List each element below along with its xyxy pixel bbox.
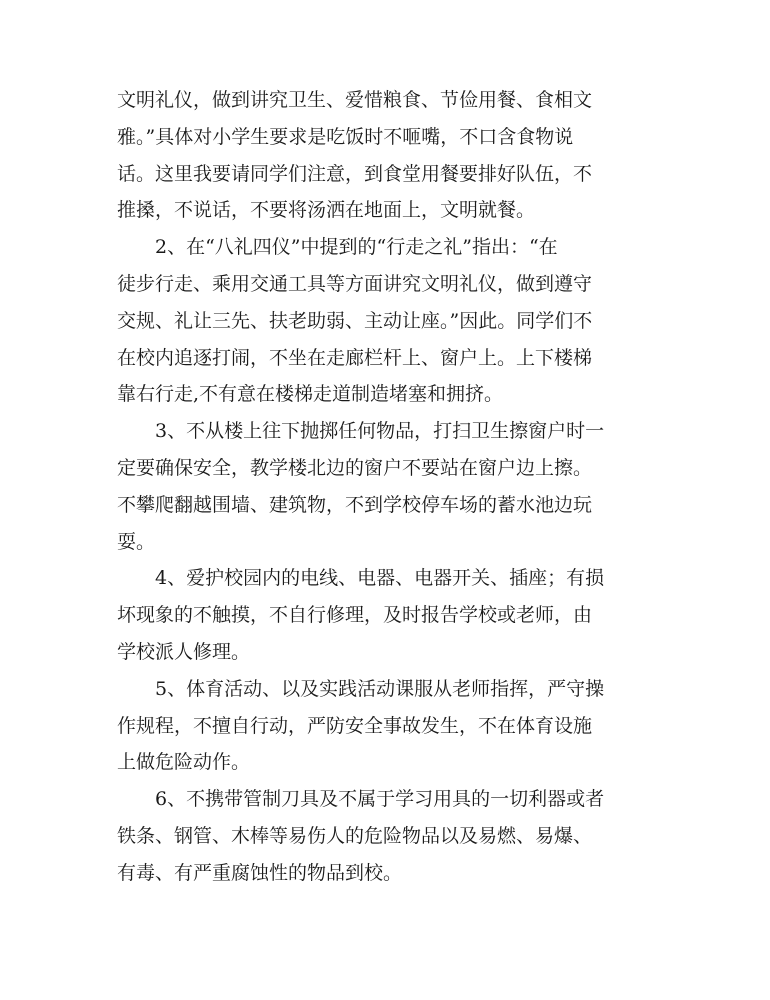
text-line: 6、不携带管制刀具及不属于学习用具的一切利器或者 bbox=[155, 788, 605, 811]
text-line: 作规程，不擅自行动，严防安全事故发生，不在体育设施 bbox=[117, 714, 593, 737]
text-line: 耍。 bbox=[117, 530, 156, 553]
text-line: 不攀爬翻越围墙、建筑物，不到学校停车场的蓄水池边玩 bbox=[117, 493, 593, 516]
text-line: 靠右行走,不有意在楼梯走道制造堵塞和拥挤。 bbox=[117, 383, 504, 406]
text-line: 雅。”具体对小学生要求是吃饭时不咂嘴，不口含食物说 bbox=[117, 125, 574, 148]
text-line: 有毒、有严重腐蚀性的物品到校。 bbox=[117, 861, 403, 884]
text-line: 徒步行走、乘用交通工具等方面讲究文明礼仪，做到遵守 bbox=[117, 272, 593, 295]
text-line: 5、体育活动、以及实践活动课服从老师指挥，严守操 bbox=[155, 677, 605, 700]
text-line: 定要确保安全，教学楼北边的窗户不要站在窗户边上擦。 bbox=[117, 456, 593, 479]
paragraph-rule-3 bbox=[117, 413, 657, 560]
document-body bbox=[117, 82, 657, 892]
text-line: 2、在“八礼四仪”中提到的“行走之礼”指出：“在 bbox=[155, 236, 558, 259]
paragraph-rule-5 bbox=[117, 671, 657, 781]
text-line: 3、不从楼上往下抛掷任何物品，打扫卫生擦窗户时一 bbox=[155, 420, 605, 443]
text-line: 话。这里我要请同学们注意，到食堂用餐要排好队伍，不 bbox=[117, 162, 593, 185]
paragraph-dining-etiquette bbox=[117, 82, 657, 229]
text-line: 交规、礼让三先、扶老助弱、主动让座。”因此。同学们不 bbox=[117, 309, 593, 332]
paragraph-rule-2 bbox=[117, 229, 657, 413]
text-line: 学校派人修理。 bbox=[117, 640, 251, 663]
text-line: 铁条、钢管、木棒等易伤人的危险物品以及易燃、易爆、 bbox=[117, 824, 593, 847]
text-line: 在校内追逐打闹，不坐在走廊栏杆上、窗户上。上下楼梯 bbox=[117, 346, 593, 369]
text-line: 4、爱护校园内的电线、电器、电器开关、插座；有损 bbox=[155, 567, 605, 590]
text-line: 文明礼仪，做到讲究卫生、爱惜粮食、节俭用餐、食相文 bbox=[117, 89, 593, 111]
paragraph-rule-6 bbox=[117, 781, 657, 891]
text-line: 上做危险动作。 bbox=[117, 751, 251, 774]
text-line: 推搡，不说话，不要将汤洒在地面上，文明就餐。 bbox=[117, 199, 536, 222]
text-line: 坏现象的不触摸，不自行修理，及时报告学校或老师，由 bbox=[117, 604, 593, 627]
paragraph-rule-4 bbox=[117, 560, 657, 670]
